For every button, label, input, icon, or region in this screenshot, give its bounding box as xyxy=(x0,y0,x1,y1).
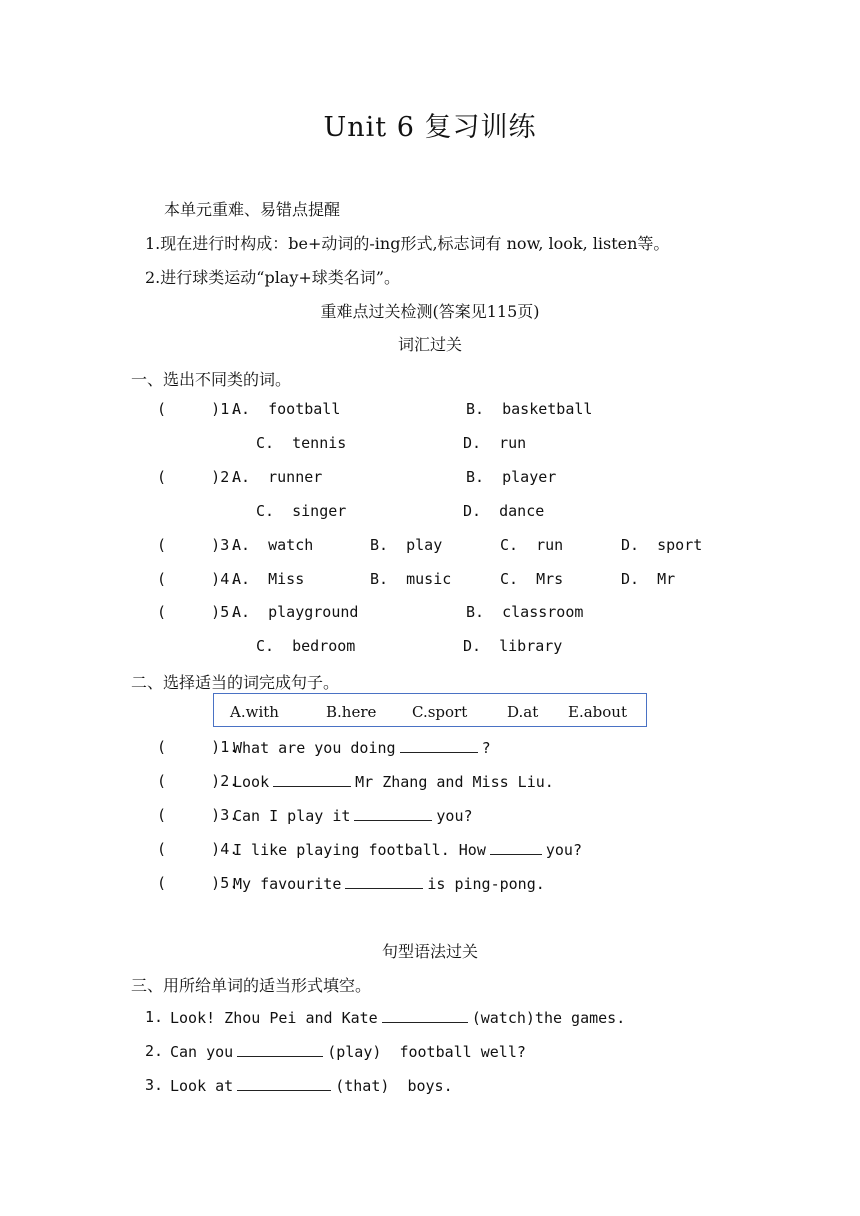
section1-heading: 一、选出不同类的词。 xyxy=(131,370,292,389)
s3-q3-after: (that) boys. xyxy=(335,1077,453,1095)
section3-heading: 三、用所给单词的适当形式填空。 xyxy=(131,976,372,995)
s1-q1-number: ( )1. xyxy=(157,400,239,418)
s1-q4-number: ( )4. xyxy=(157,570,239,588)
s2-q4-after: you? xyxy=(545,841,582,859)
s1-q2-number: ( )2. xyxy=(157,468,239,486)
s1-q2-option-a: A. runner xyxy=(232,468,323,486)
s3-q1-sentence xyxy=(170,1008,625,1027)
s1-q1-option-c: C. tennis xyxy=(256,434,347,452)
s1-q4-option-a: A. Miss xyxy=(232,570,305,588)
reminder-heading: 本单元重难、易错点提醒 xyxy=(164,200,341,219)
s2-q3-sentence xyxy=(233,806,473,825)
s3-q3-number: 3. xyxy=(145,1076,164,1094)
section2-heading: 二、选择适当的词完成句子。 xyxy=(131,673,340,692)
s1-q2-option-d: D. dance xyxy=(463,502,545,520)
s3-q2-after: (play) football well? xyxy=(327,1043,526,1061)
s2-q2-number: ( )2. xyxy=(157,772,239,790)
s1-q2-option-c: C. singer xyxy=(256,502,347,520)
s1-q4-option-c: C. Mrs xyxy=(500,570,564,588)
s3-q3-sentence xyxy=(170,1076,453,1095)
s3-q2-sentence xyxy=(170,1042,526,1061)
word-bank-option: A.with xyxy=(230,703,279,721)
page-title: Unit 6 复习训练 xyxy=(323,112,537,143)
s1-q3-option-c: C. run xyxy=(500,536,564,554)
s1-q1-option-b: B. basketball xyxy=(466,400,593,418)
s2-q1-after: ? xyxy=(481,739,491,757)
s1-q5-option-a: A. playground xyxy=(232,603,359,621)
s2-q4-before: I like playing football. How xyxy=(233,841,486,859)
s2-q4-sentence xyxy=(233,840,582,859)
answer-blank[interactable] xyxy=(237,1042,323,1057)
s1-q3-option-d: D. sport xyxy=(621,536,703,554)
vocab-title: 词汇过关 xyxy=(397,335,462,354)
s1-q5-option-b: B. classroom xyxy=(466,603,584,621)
s1-q1-option-d: D. run xyxy=(463,434,527,452)
answer-blank[interactable] xyxy=(354,806,432,821)
s1-q3-number: ( )3. xyxy=(157,536,239,554)
answer-blank[interactable] xyxy=(400,738,478,753)
s2-q3-before: Can I play it xyxy=(233,807,351,825)
reminder-point-1: 1.现在进行时构成：be+动词的-ing形式,标志词有 now, look, listen等。 xyxy=(145,234,670,253)
s3-q2-number: 2. xyxy=(145,1042,164,1060)
s2-q2-after: Mr Zhang and Miss Liu. xyxy=(355,773,554,791)
s2-q1-before: What are you doing xyxy=(233,739,396,757)
word-bank-option: C.sport xyxy=(412,703,468,721)
answer-blank[interactable] xyxy=(237,1076,331,1091)
s2-q4-number: ( )4. xyxy=(157,840,239,858)
s2-q3-number: ( )3. xyxy=(157,806,239,824)
check-title: 重难点过关检测(答案见115页) xyxy=(320,302,540,321)
grammar-title: 句型语法过关 xyxy=(381,942,478,961)
s3-q1-number: 1. xyxy=(145,1008,164,1026)
s2-q5-before: My favourite xyxy=(233,875,342,893)
word-bank-option: E.about xyxy=(568,703,627,721)
s2-q2-before: Look xyxy=(233,773,270,791)
s1-q5-number: ( )5. xyxy=(157,603,239,621)
reminder-point-2: 2.进行球类运动“play+球类名词”。 xyxy=(145,268,400,287)
s2-q5-after: is ping-pong. xyxy=(427,875,545,893)
answer-blank[interactable] xyxy=(273,772,351,787)
word-bank-option: B.here xyxy=(326,703,377,721)
s2-q3-after: you? xyxy=(436,807,473,825)
s1-q2-option-b: B. player xyxy=(466,468,557,486)
s1-q3-option-a: A. watch xyxy=(232,536,314,554)
s2-q5-sentence xyxy=(233,874,545,893)
s1-q5-option-c: C. bedroom xyxy=(256,637,356,655)
word-bank-option: D.at xyxy=(507,703,539,721)
word-bank-box xyxy=(213,693,647,727)
s3-q3-before: Look at xyxy=(170,1077,234,1095)
s1-q5-option-d: D. library xyxy=(463,637,563,655)
s2-q1-number: ( )1. xyxy=(157,738,239,756)
s1-q1-option-a: A. football xyxy=(232,400,341,418)
s3-q2-before: Can you xyxy=(170,1043,234,1061)
s3-q1-before: Look! Zhou Pei and Kate xyxy=(170,1009,378,1027)
answer-blank[interactable] xyxy=(382,1008,468,1023)
answer-blank[interactable] xyxy=(490,840,542,855)
s2-q2-sentence xyxy=(233,772,554,791)
s3-q1-after: (watch)the games. xyxy=(471,1009,626,1027)
s1-q3-option-b: B. play xyxy=(370,536,443,554)
s1-q4-option-b: B. music xyxy=(370,570,452,588)
s2-q1-sentence xyxy=(233,738,491,757)
s2-q5-number: ( )5. xyxy=(157,874,239,892)
answer-blank[interactable] xyxy=(345,874,423,889)
s1-q4-option-d: D. Mr xyxy=(621,570,676,588)
